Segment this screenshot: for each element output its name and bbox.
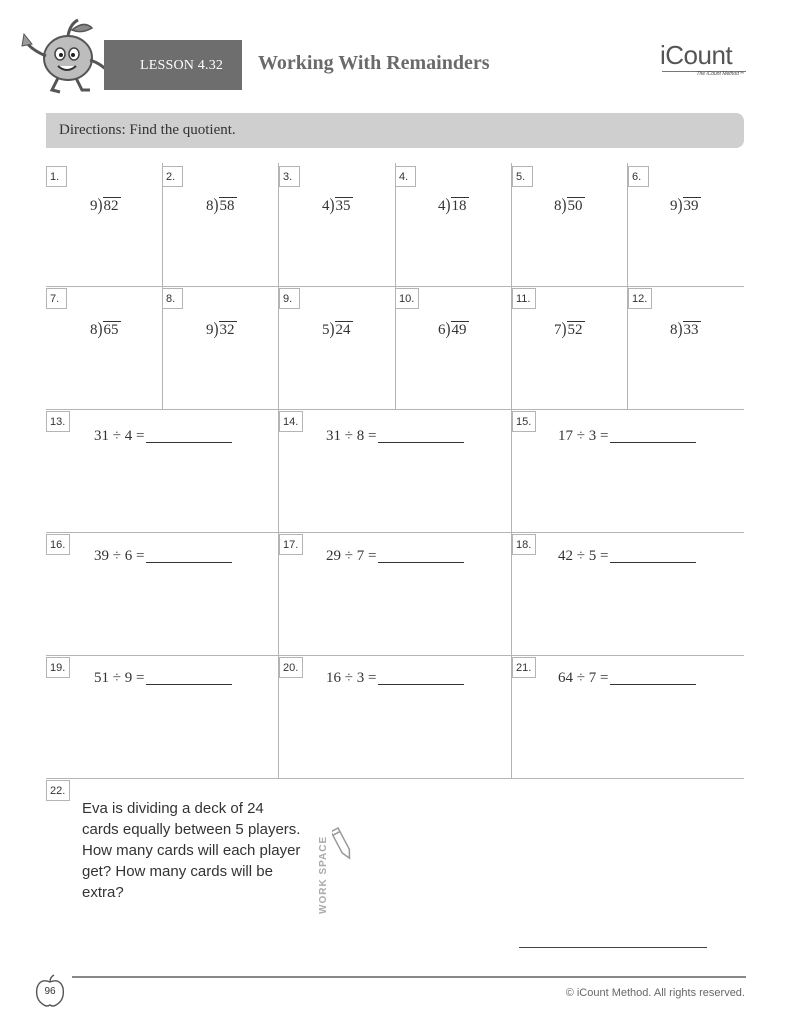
problem-number: 3.	[279, 166, 300, 187]
problem-number: 13.	[46, 411, 70, 432]
grid-line	[46, 655, 744, 656]
problem-number: 15.	[512, 411, 536, 432]
long-division: 6)49	[438, 320, 467, 340]
dividend: 82	[103, 198, 119, 214]
divisor: 8	[90, 322, 98, 338]
grid-line	[278, 409, 279, 778]
problem-number: 8.	[162, 288, 183, 309]
word-problem-text: Eva is dividing a deck of 24 cards equally between 5 players. How many cards will each player get? How many cards will be extra?	[82, 800, 301, 901]
grid-line	[46, 778, 744, 779]
long-division: 7)52	[554, 320, 583, 340]
equation	[558, 548, 696, 565]
dividend: 65	[103, 322, 119, 338]
problem-number: 14.	[279, 411, 303, 432]
directions-text: Directions: Find the quotient.	[59, 122, 236, 138]
equation-text: 64 ÷ 7 =	[558, 670, 609, 686]
dividend: 35	[335, 198, 351, 214]
equation	[326, 428, 464, 445]
answer-blank[interactable]	[610, 549, 696, 563]
dividend: 24	[335, 322, 351, 338]
page-title: Working With Remainders	[258, 52, 490, 74]
answer-blank[interactable]	[610, 429, 696, 443]
answer-blank[interactable]	[378, 549, 464, 563]
answer-blank[interactable]	[378, 429, 464, 443]
equation	[94, 670, 232, 687]
work-space-text: WORK SPACE	[318, 835, 329, 914]
grid-line	[278, 163, 279, 409]
long-division: 5)24	[322, 320, 351, 340]
long-division: 4)18	[438, 196, 467, 216]
divisor: 5	[322, 322, 330, 338]
equation	[558, 428, 696, 445]
long-division: 8)58	[206, 196, 235, 216]
problem-number: 11.	[512, 288, 536, 309]
answer-blank[interactable]	[610, 671, 696, 685]
equation-text: 29 ÷ 7 =	[326, 548, 377, 564]
problem-number: 12.	[628, 288, 652, 309]
long-division: 8)50	[554, 196, 583, 216]
dividend: 50	[567, 198, 583, 214]
dividend: 58	[219, 198, 235, 214]
answer-blank[interactable]	[146, 671, 232, 685]
dividend: 33	[683, 322, 699, 338]
long-division: 8)65	[90, 320, 119, 340]
dividend: 49	[451, 322, 467, 338]
problem-number: 22.	[46, 780, 70, 801]
equation	[326, 670, 464, 687]
equation-text: 31 ÷ 8 =	[326, 428, 377, 444]
grid-line	[511, 409, 512, 778]
problem-number: 18.	[512, 534, 536, 555]
problem-number: 16.	[46, 534, 70, 555]
grid-line	[46, 532, 744, 533]
pencil-icon	[332, 826, 356, 862]
lesson-number: LESSON 4.32	[140, 58, 224, 73]
apple-mascot-illustration	[18, 14, 118, 94]
divisor: 4	[322, 198, 330, 214]
divisor: 9	[670, 198, 678, 214]
divisor: 8	[554, 198, 562, 214]
problem-number: 20.	[279, 657, 303, 678]
logo-tagline: The iCount Method™	[696, 71, 744, 77]
equation-text: 16 ÷ 3 =	[326, 670, 377, 686]
work-space-label	[310, 826, 360, 916]
page-number: 96	[44, 986, 56, 997]
divisor: 7	[554, 322, 562, 338]
grid-line	[395, 163, 396, 409]
problem-number: 21.	[512, 657, 536, 678]
icount-logo	[660, 40, 750, 82]
footer-divider	[72, 976, 746, 978]
equation-text: 42 ÷ 5 =	[558, 548, 609, 564]
long-division: 9)82	[90, 196, 119, 216]
problem-number: 4.	[395, 166, 416, 187]
problem-number: 7.	[46, 288, 67, 309]
divisor: 9	[90, 198, 98, 214]
answer-blank[interactable]	[146, 429, 232, 443]
grid-line	[46, 409, 744, 410]
problem-number: 19.	[46, 657, 70, 678]
problem-number: 6.	[628, 166, 649, 187]
problem-number: 9.	[279, 288, 300, 309]
grid-line	[627, 163, 628, 409]
divisor: 4	[438, 198, 446, 214]
long-division: 9)39	[670, 196, 699, 216]
problem-number: 10.	[395, 288, 419, 309]
equation	[558, 670, 696, 687]
grid-line	[162, 163, 163, 409]
problem-number: 2.	[162, 166, 183, 187]
problem-number: 1.	[46, 166, 67, 187]
dividend: 52	[567, 322, 583, 338]
equation	[326, 548, 464, 565]
answer-blank[interactable]	[378, 671, 464, 685]
equation-text: 31 ÷ 4 =	[94, 428, 145, 444]
problem-number: 17.	[279, 534, 303, 555]
equation	[94, 428, 232, 445]
equation	[94, 548, 232, 565]
copyright-text: © iCount Method. All rights reserved.	[565, 987, 745, 999]
problem-number: 5.	[512, 166, 533, 187]
directions-bar	[46, 113, 744, 148]
dividend: 39	[683, 198, 699, 214]
equation-text: 39 ÷ 6 =	[94, 548, 145, 564]
long-division: 9)32	[206, 320, 235, 340]
divisor: 8	[670, 322, 678, 338]
logo-wordmark: iCount	[660, 40, 733, 70]
equation-text: 51 ÷ 9 =	[94, 670, 145, 686]
long-division: 8)33	[670, 320, 699, 340]
answer-blank[interactable]	[146, 549, 232, 563]
divisor: 6	[438, 322, 446, 338]
dividend: 32	[219, 322, 235, 338]
equation-text: 17 ÷ 3 =	[558, 428, 609, 444]
grid-line	[511, 163, 512, 409]
divisor: 8	[206, 198, 214, 214]
dividend: 18	[451, 198, 467, 214]
divisor: 9	[206, 322, 214, 338]
long-division: 4)35	[322, 196, 351, 216]
answer-line[interactable]	[519, 947, 707, 948]
